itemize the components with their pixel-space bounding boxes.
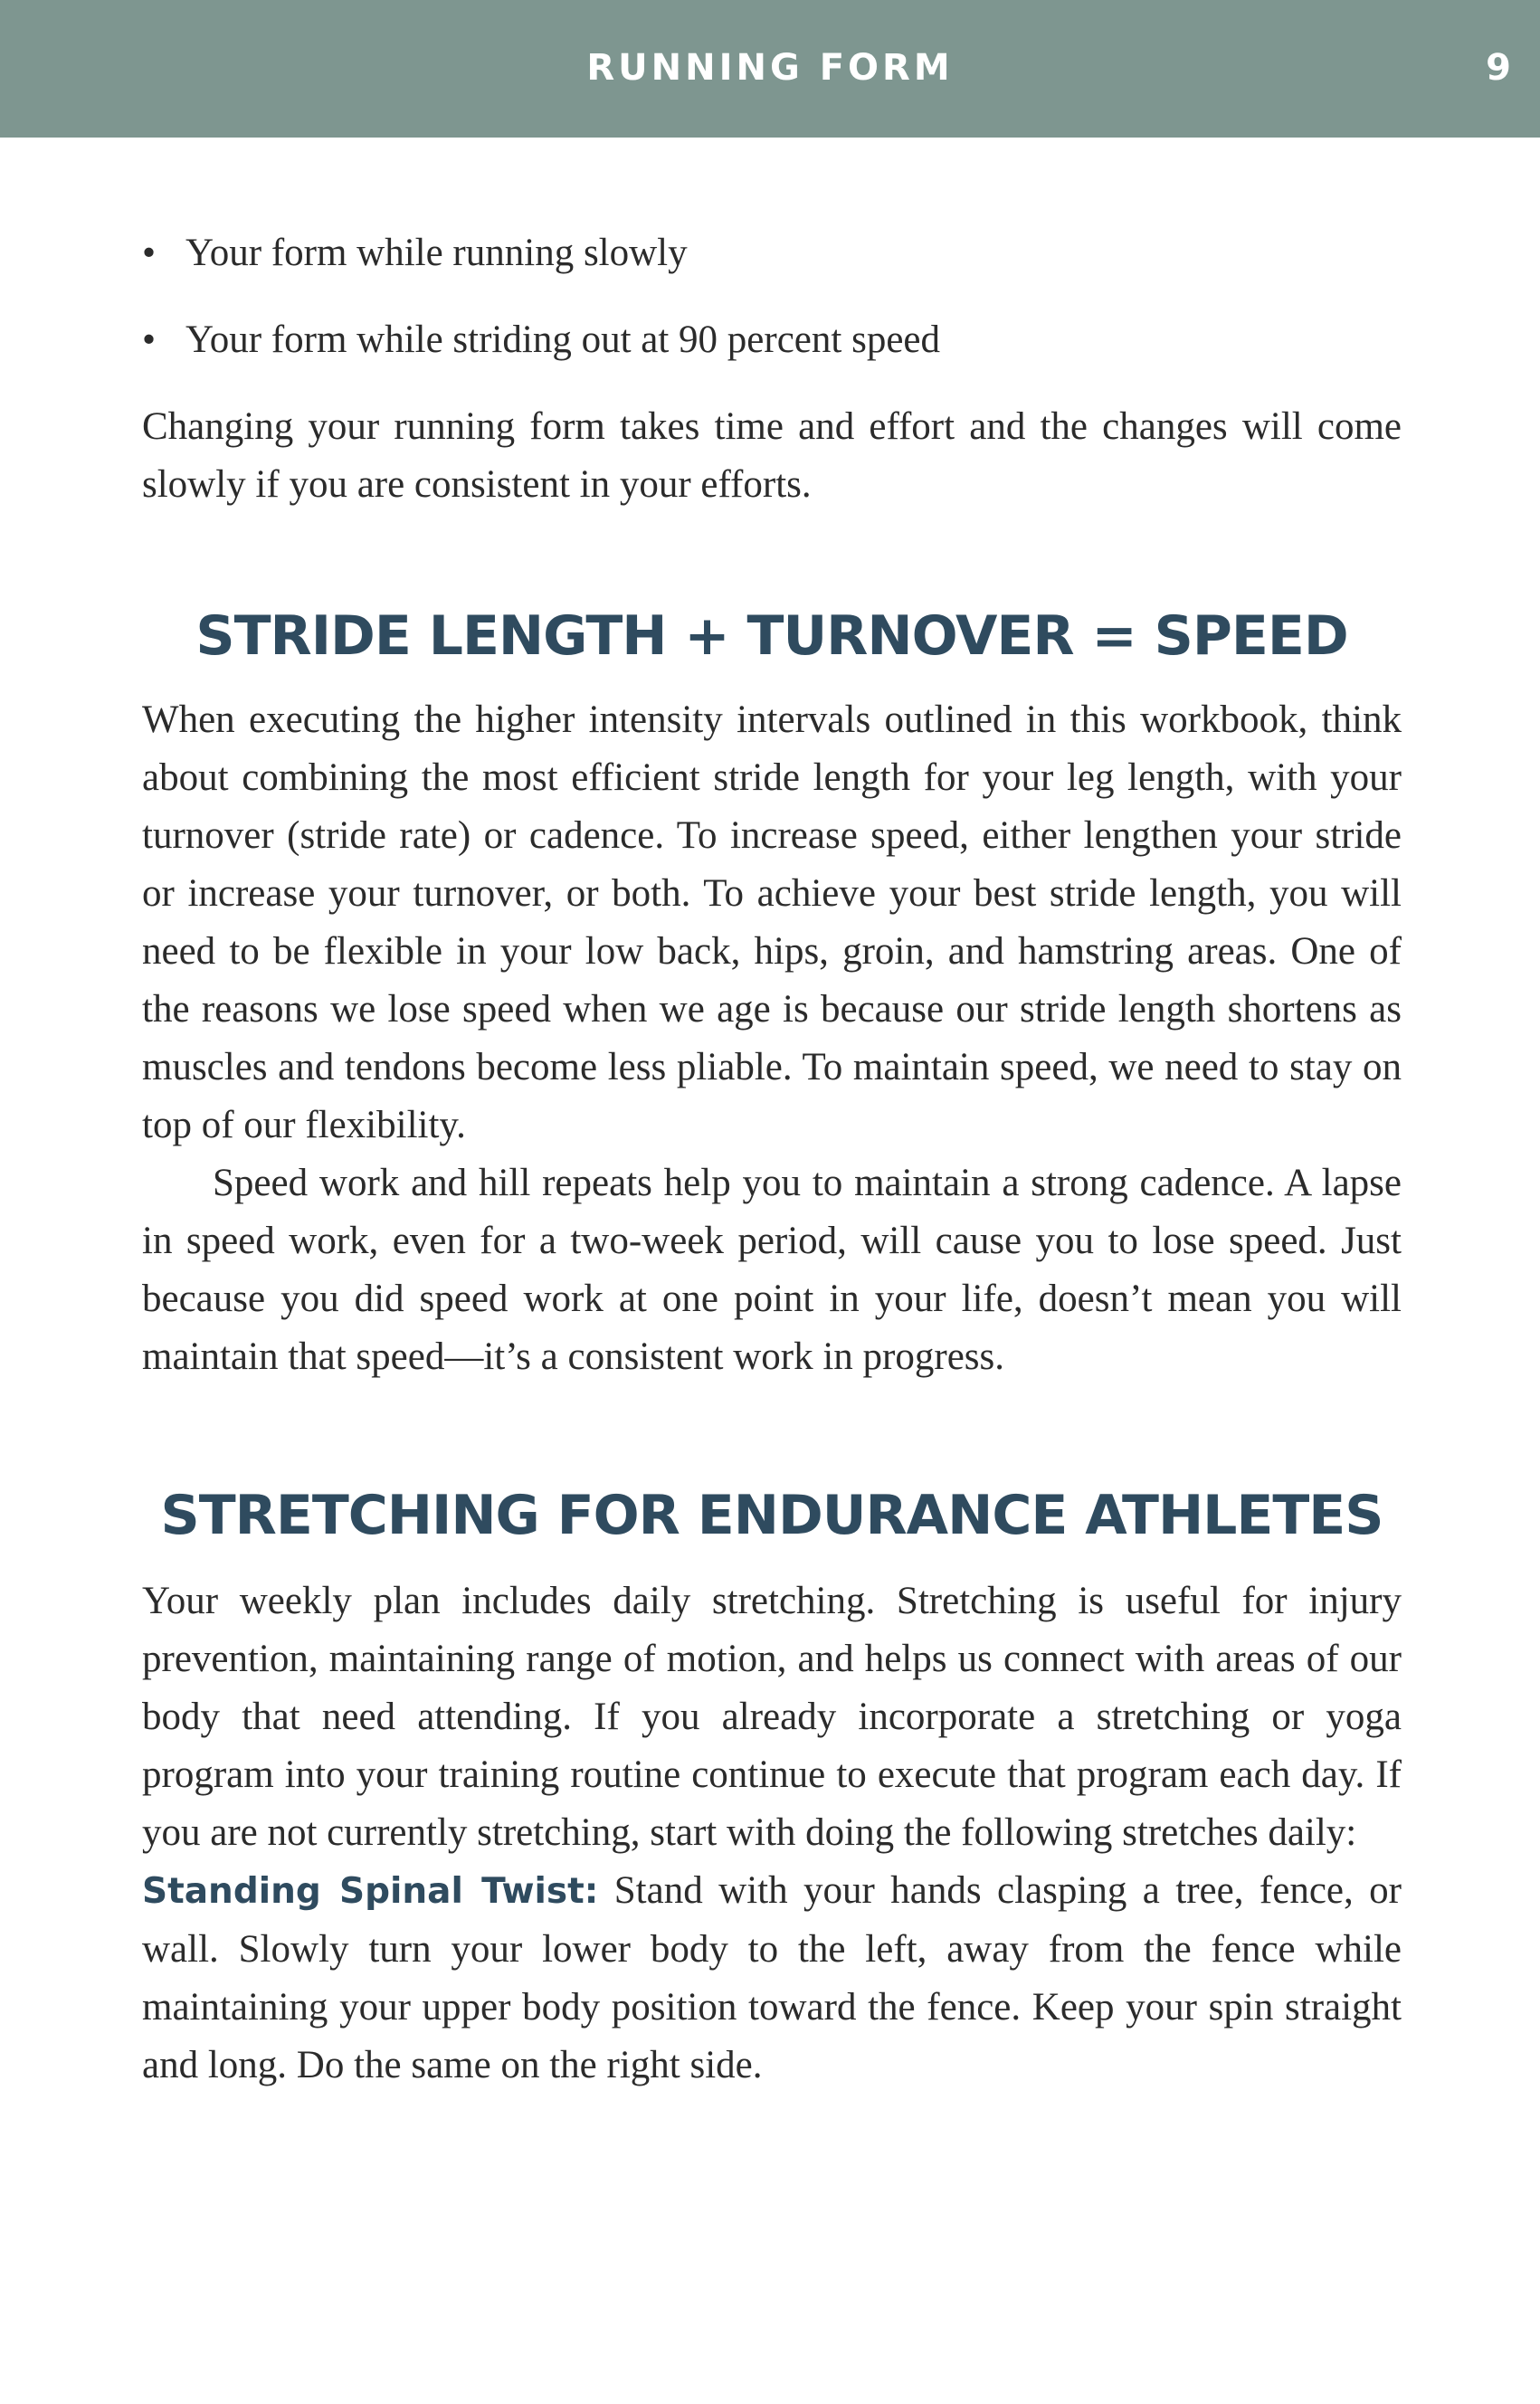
running-header-title: RUNNING FORM [586, 47, 954, 89]
intro-paragraph: Changing your running form takes time and effort and the changes will come slowly if you are consistent in your efforts. [142, 405, 1402, 506]
list-item-text: Your form while running slowly [185, 232, 688, 274]
stretching-paragraph: Your weekly plan includes daily stretching. Stretching is useful for injury prevention, maintaining range of motion, and helps us connect with areas of our body that need attending. If you already incorporate a stretching or yoga program into your training routine continue to execute that program each day. If you are not currently stretching, start with doing the following stretches daily: [142, 1580, 1402, 1854]
stride-paragraph-1: When executing the higher intensity intervals outlined in this workbook, think about combining the most efficient stride length for your leg length, with your turnover (stride rate) or cadence. To increase speed, either lengthen your stride or increase your turnover, or both. To achieve your best stride length, you will need to be flexible in your low back, hips, groin, and hamstring areas. One of the reasons we lose speed when we age is because our stride length shortens as muscles and tendons become less pliable. To maintain speed, we need to stay on top of our flexibility. [142, 698, 1402, 1146]
stride-paragraph-2: Speed work and hill repeats help you to maintain a strong cadence. A lapse in speed work, even for a two-week period, will cause you to lose speed. Just because you did speed work at one point in your life, doesn’t mean you will maintain that speed—it’s a consistent work in progress. [142, 1162, 1402, 1378]
stretch-entry [142, 1862, 1402, 2095]
bullet-icon: • [142, 318, 157, 361]
stretch-description: Stand with your hands clasping a tree, fence, or wall. Slowly turn your lower body to the left, away from the fence while maintaining your upper body position toward the fence. Keep your spin straight and long. Do the same on the right side. [142, 1869, 1402, 2086]
stretching-section-heading: STRETCHING FOR ENDURANCE ATHLETES [160, 1484, 1383, 1547]
bullet-icon: • [142, 232, 157, 274]
list-item [142, 311, 1402, 369]
page-number: 9 [1486, 47, 1511, 89]
bullet-list [142, 224, 1402, 369]
stride-section-heading: STRIDE LENGTH + TURNOVER = SPEED [195, 604, 1348, 668]
list-item [142, 224, 1402, 282]
stretch-name: Standing Spinal Twist: [142, 1871, 599, 1912]
page-body [142, 224, 1402, 2095]
list-item-text: Your form while striding out at 90 percent speed [185, 318, 940, 361]
page-header [0, 0, 1540, 138]
